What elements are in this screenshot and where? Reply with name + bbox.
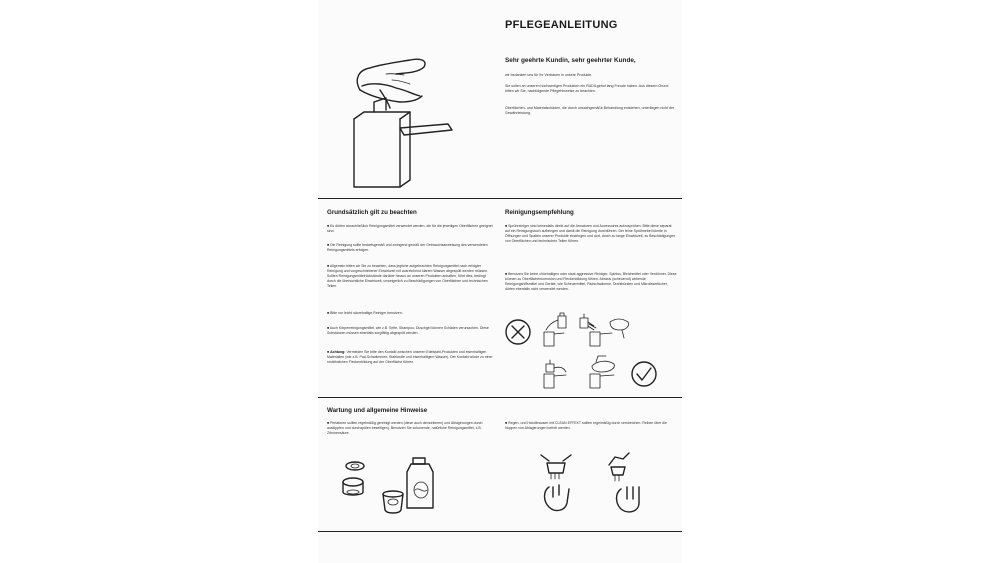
section-divider <box>318 397 682 398</box>
check-circle-icon <box>630 360 658 388</box>
section-heading-maintenance: Wartung und allgemeine Hinweise <box>327 407 428 414</box>
intro-line-2: Sie sollen an unseren hochwertigen Produkten ein RADILgebot lang Freude haben. Aus diesem Grund bitten wir Sie, nachfolgende Pflegehinweise zu beachten. <box>505 84 669 93</box>
cross-circle-icon <box>504 318 532 346</box>
hand-cleaning-faucet-illustration <box>340 40 460 195</box>
basics-bullet-3: ■ Allgemein bitten wir Sie zu beachten, dass jegliche aufgebrachten Reinigungsmittel nach erfolgter Reinigung und vorgeschriebener Einwirkzeit mit ausreichend klarem Wasser abgespült werden müssen. Sollten Reinigungsmittelrückstände darüber hinaus an unseren Produkten anhaften, führt dies, bedingt durch die übersichtliche Einwirkzeit, unweigerlich zu Beschädigungen von Oberflächen und technischen Teilen. <box>327 264 488 288</box>
basics-bullet-1: ■ Es dürfen ausschließlich Reinigungsmittel verwendet werden, die für die jeweiligen Oberflächen geeignet sind. <box>327 224 493 233</box>
greeting: Sehr geehrte Kundin, sehr geehrter Kunde, <box>505 57 636 64</box>
section-divider <box>318 198 682 199</box>
recommend-bullet-2: ■ Benutzen Sie keine chlorhaltigen oder stark aggressive Reiniger, Spiritus, Bleichmittel oder Verdünner. Diese können zu Oberflächenkorrosion und Fleckenbildung führen. Abrasiv (scheuernd) wirkende Reinigungshilfsmittel und Geräte, wie Scheuermittel, Padschwämme, Drahtbürsten und Mikrofasertücher, dürfen ebenfalls nicht verwendet werden. <box>505 272 677 291</box>
maintenance-bullet-right: ■ Regen- und Handbrausen mit CLEAN EFFEKT sollten regelmäßig durch verstreichen. Reiben über die Noppen von Ablagerungen befreit werden. <box>505 421 667 430</box>
section-divider <box>318 531 682 532</box>
basics-warning: ■ Achtung: Vermeiden Sie bitte den Kontakt zwischen unseren Edelstahl-Produkten und eisenhaltigen Materialien (wie z.B. Pad-Schwämmen, Stahlwolle und eisenhaltigem Wasser). Der Kontakt würde zu einer rostähnlichen Fleckenbildung auf der Oberfläche führen. <box>327 350 493 364</box>
basics-bullet-5: ■ Auch Körperreinigungsmittel, wie z.B. Seife, Shampoo, Duschgel können Schäden verursachen. Diese Substanzen müssen ebenfalls sorgfältig abgespült werden. <box>327 326 489 335</box>
aerator-and-cleaner-bottle-illustration <box>335 450 445 520</box>
recommend-bullet-1: ■ Sprühreiniger sind keinesfalls direkt auf die Armaturen und Accessoires aufzusprühen. Bitte diese separat auf ein Reinigungstuch aufbringen und damit die Reinigung durchführen. Der feine Sprühnebel könnte in Öffnungen und Spalten unserer Produkte eindringen und dort, durch zu lange Einwirkzeit, zu Beschädigungen von Oberflächen und technischen Teilen führen. <box>505 224 676 243</box>
section-heading-recommendation: Reinigungsempfehlung <box>505 209 574 216</box>
basics-bullet-4: ■ Bitte nur leicht säurehaltige Reiniger benutzen. <box>327 311 403 315</box>
hand-cleaning-shower-nozzles-illustration <box>525 445 665 520</box>
basics-bullet-2: ■ Die Reinigung sollte bedarfsgemäß und zwingend gemäß der Gebrauchsanweisung des verwendeten Reinigungsmittels erfolgen. <box>327 243 488 252</box>
section-heading-basics: Grundsätzlich gilt zu beachten <box>327 209 417 216</box>
document-title: PFLEGEANLEITUNG <box>505 19 618 31</box>
spray-on-faucet-wrong-illustration <box>540 312 635 352</box>
maintenance-bullet-left: ■ Perlatoren sollten regelmäßig gereinigt werden (diese auch demontieren) und Ablagerungen durch auskippfen und durchspülen beseitigen). Benutzen Sie schonende, natürliche Reinigungsmittel, z.B. Zitronensäure. <box>327 421 483 435</box>
intro-line-1: wir bedanken uns für Ihr Vertrauen in unsere Produkte. <box>505 73 593 77</box>
cloth-on-faucet-right-illustration <box>540 352 635 392</box>
intro-line-3: Oberflächen- und Materialschäden, die durch unsachgemäße Behandlung entstehen, unterliegen nicht der Gewährleistung. <box>505 106 675 115</box>
